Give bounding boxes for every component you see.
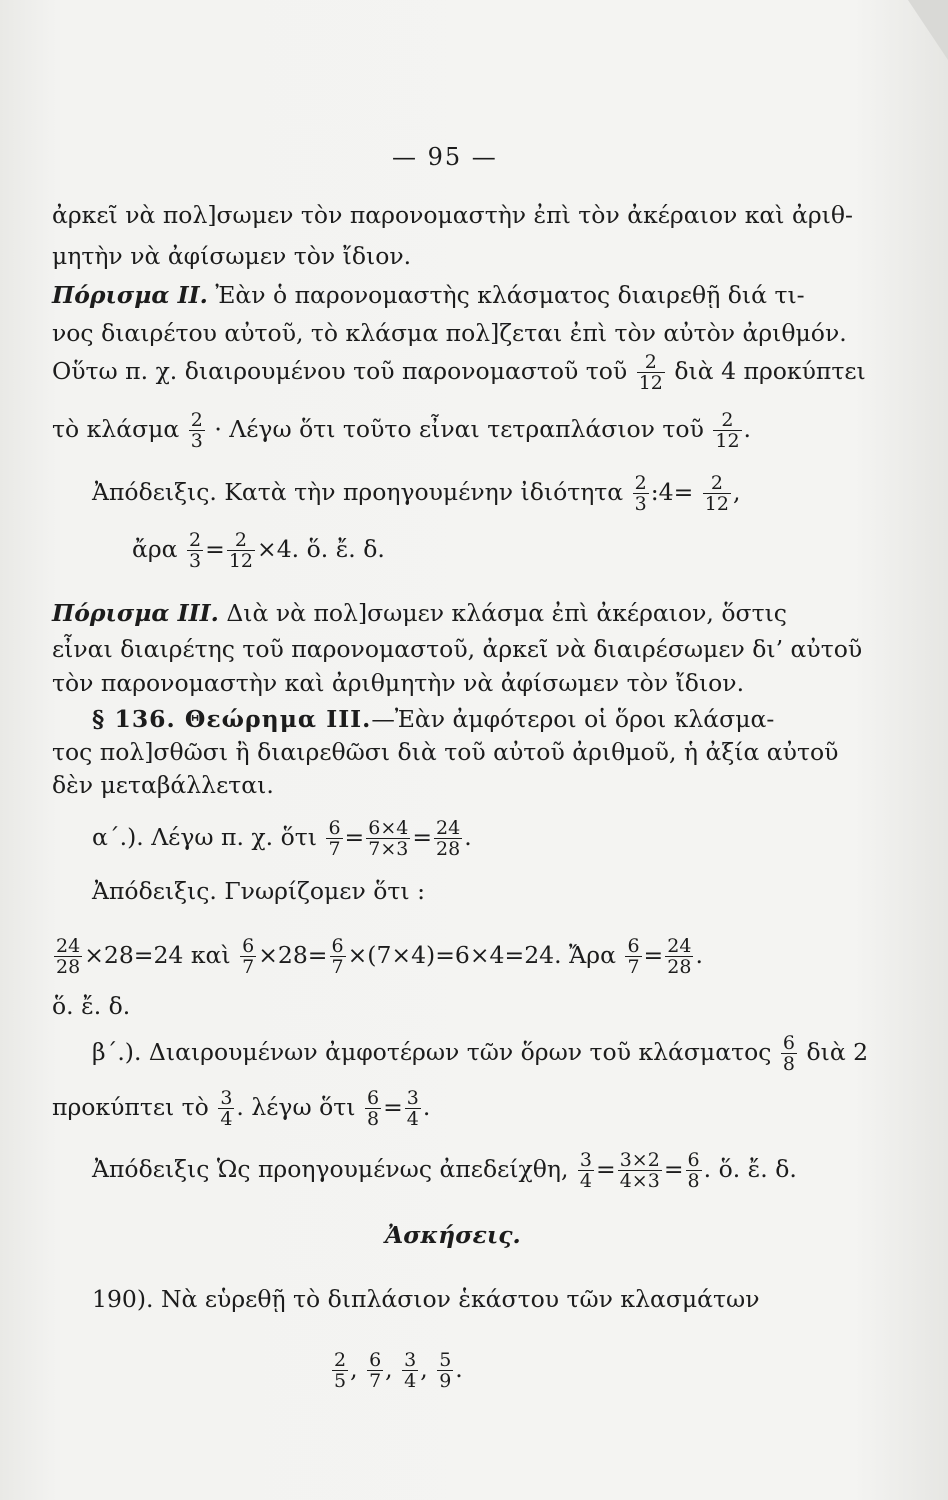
- text-fragment: =: [412, 823, 433, 851]
- page-corner: [908, 0, 948, 60]
- fraction-numerator: 6: [627, 935, 640, 957]
- text-fragment: .: [464, 823, 472, 851]
- fraction-numerator: 6: [328, 817, 341, 839]
- text-fragment: .: [422, 1093, 431, 1121]
- text-fragment: ,: [385, 1355, 393, 1383]
- fraction-denominator: 3: [634, 493, 647, 515]
- fraction-6-7: [330, 936, 346, 977]
- fraction-denominator: 4: [220, 1108, 233, 1130]
- text-fragment: :4=: [650, 478, 694, 506]
- fraction-numerator: 6×4: [368, 817, 409, 839]
- text-line-10: εἶναι διαιρέτης τοῦ παρονομαστοῦ, ἀρκεῖ νὰ διαιρέσωμεν δι’ αὐτοῦ: [52, 635, 863, 663]
- fraction-numerator: 2: [334, 1349, 347, 1371]
- text-fragment: ,: [420, 1355, 428, 1383]
- fraction-2-5: [332, 1350, 348, 1391]
- text-line-5: [52, 352, 866, 393]
- fraction-6-8: [365, 1088, 381, 1129]
- fraction-numerator: 2: [190, 409, 203, 431]
- fraction-numerator: 24: [56, 935, 81, 957]
- fraction-numerator: 3: [404, 1349, 417, 1371]
- fraction-6-7: [240, 936, 256, 977]
- fraction-denominator: 7: [331, 956, 344, 978]
- fraction-3-4: [405, 1088, 421, 1129]
- section-heading: § 136. Θεώρημα ΙΙΙ.: [92, 705, 372, 733]
- fraction-denominator: 3: [189, 550, 202, 572]
- fraction-denominator: 12: [638, 372, 663, 394]
- fraction-5-9: [437, 1350, 453, 1391]
- fraction-2-12: [703, 473, 731, 514]
- fraction-denominator: 12: [228, 550, 254, 572]
- fraction-numerator: 24: [667, 935, 692, 957]
- fraction-3-4: [402, 1350, 418, 1391]
- fraction-numerator: 6: [242, 935, 255, 957]
- text-fragment: ,: [732, 478, 741, 506]
- text-fragment: Οὕτω π. χ. διαιρουμένου τοῦ παρονομαστοῦ τοῦ: [52, 357, 628, 385]
- fraction-2-12: [713, 410, 741, 451]
- fraction-denominator: 28: [56, 956, 81, 978]
- fraction-2-3: [187, 530, 203, 571]
- fraction-2-3: [633, 473, 649, 514]
- fraction-denominator: 4: [404, 1370, 417, 1392]
- corollary-3-text: Διὰ νὰ πολ]σωμεν κλάσμα ἐπὶ ἀκέραιον, ὅστις: [218, 599, 787, 627]
- fraction-denominator: 7×3: [368, 838, 409, 860]
- theorem-3: [92, 704, 774, 734]
- text-line-13: τος πολ]σθῶσι ἢ διαιρεθῶσι διὰ τοῦ αὐτοῦ ἀριθμοῦ, ἡ ἀξία αὐτοῦ: [52, 738, 839, 766]
- text-fragment: =: [596, 1155, 616, 1183]
- text-fragment: .: [743, 415, 752, 443]
- text-line-14: δὲν μεταβάλλεται.: [52, 771, 274, 799]
- exercises-heading: Ἀσκήσεις.: [385, 1221, 521, 1249]
- corollary-2-label: Πόρισμα ΙΙ.: [52, 281, 208, 309]
- text-fragment: · Λέγω ὅτι τοῦτο εἶναι τετραπλάσιον τοῦ: [214, 415, 704, 443]
- text-fragment: τὸ κλάσμα: [52, 415, 180, 443]
- fraction-3-4: [578, 1150, 594, 1191]
- text-fragment: ×(7×4)=6×4=24. Ἄρα: [347, 941, 616, 969]
- fraction-numerator: 3×2: [619, 1149, 660, 1171]
- fraction-numerator: 2: [234, 529, 247, 551]
- fraction-numerator: 3: [579, 1149, 593, 1171]
- fraction-denominator: 4: [406, 1108, 419, 1130]
- fraction-denominator: 9: [439, 1370, 452, 1392]
- proof-line-2: [132, 530, 385, 571]
- text-fragment: .: [695, 941, 703, 969]
- text-line-11: τὸν παρονομαστὴν καὶ ἀριθμητὴν νὰ ἀφίσωμεν τὸν ἴδιον.: [52, 669, 745, 697]
- fraction-2-3: [189, 410, 205, 451]
- fraction-2-12: [227, 530, 255, 571]
- text-fragment: =: [205, 535, 225, 563]
- page-number: — 95 —: [392, 143, 498, 171]
- fraction-6-8: [686, 1150, 702, 1191]
- fraction-denominator: 7: [627, 956, 640, 978]
- text-fragment: . λέγω ὅτι: [236, 1093, 356, 1121]
- text-fragment: ,: [350, 1355, 358, 1383]
- fraction-24-28: [434, 818, 462, 859]
- text-fragment: ἄρα: [132, 535, 178, 563]
- fraction-numerator: 2: [644, 351, 657, 373]
- corollary-2-text: Ἐὰν ὁ παρονομαστὴς κλάσματος διαιρεθῇ διά τι-: [207, 281, 805, 309]
- fraction-6-7: [326, 818, 342, 859]
- text-fragment: β΄.). Διαιρουμένων ἀμφοτέρων τῶν ὅρων τοῦ κλάσματος: [92, 1038, 772, 1066]
- fraction-denominator: 8: [366, 1108, 380, 1130]
- text-fragment: α΄.). Λέγω π. χ. ὅτι: [92, 823, 317, 851]
- exercise-fractions: [330, 1350, 463, 1391]
- fraction-6x4-7x3: [366, 818, 410, 859]
- fraction-numerator: 24: [436, 817, 461, 839]
- theorem-text: —Ἐὰν ἀμφότεροι οἱ ὅροι κλάσμα-: [371, 705, 775, 733]
- qed-a: ὅ. ἔ. δ.: [52, 992, 131, 1020]
- fraction-3x2-4x3: [618, 1150, 662, 1191]
- example-a: [92, 818, 472, 859]
- text-line-4: νος διαιρέτου αὐτοῦ, τὸ κλάσμα πολ]ζεται ἐπὶ τὸν αὐτὸν ἀριθμόν.: [52, 319, 847, 347]
- fraction-numerator: 5: [439, 1349, 452, 1371]
- fraction-numerator: 6: [369, 1349, 382, 1371]
- fraction-denominator: 4: [579, 1170, 593, 1192]
- fraction-denominator: 5: [334, 1370, 347, 1392]
- fraction-numerator: 6: [331, 935, 344, 957]
- proof-line-1: [92, 473, 740, 514]
- example-b: [92, 1033, 868, 1074]
- text-fragment: =: [643, 941, 664, 969]
- text-fragment: Ἀπόδειξις. Κατὰ τὴν προηγουμένην ἰδιότητα: [92, 478, 624, 506]
- text-line-1: ἀρκεῖ νὰ πολ]σωμεν τὸν παρονομαστὴν ἐπὶ τὸν ἀκέραιον καὶ ἀριθ-: [52, 201, 853, 229]
- fraction-numerator: 3: [406, 1087, 419, 1109]
- fraction-denominator: 7: [328, 838, 341, 860]
- fraction-6-7: [625, 936, 641, 977]
- text-fragment: διὰ 4 προκύπτει: [674, 357, 866, 385]
- proof-a-equation: [52, 936, 703, 977]
- fraction-denominator: 12: [704, 493, 729, 515]
- fraction-denominator: 28: [436, 838, 461, 860]
- fraction-numerator: 6: [782, 1032, 795, 1054]
- fraction-numerator: 2: [189, 529, 202, 551]
- text-fragment: ×4. ὅ. ἔ. δ.: [257, 535, 385, 563]
- text-fragment: . ὅ. ἔ. δ.: [703, 1155, 797, 1183]
- fraction-3-4: [218, 1088, 234, 1129]
- fraction-denominator: 3: [190, 430, 203, 452]
- fraction-denominator: 12: [715, 430, 740, 452]
- proof-b: [92, 1150, 797, 1191]
- text-fragment: ×28=: [258, 941, 328, 969]
- text-fragment: διὰ 2: [806, 1038, 869, 1066]
- corollary-2: [52, 280, 805, 310]
- fraction-denominator: 7: [242, 956, 255, 978]
- text-line-6: [52, 410, 751, 451]
- fraction-24-28: [54, 936, 82, 977]
- fraction-24-28: [665, 936, 693, 977]
- text-fragment: =: [344, 823, 365, 851]
- proof-a-intro: Ἀπόδειξις. Γνωρίζομεν ὅτι :: [92, 877, 425, 905]
- text-fragment: .: [455, 1355, 463, 1383]
- text-fragment: =: [383, 1093, 403, 1121]
- corollary-3-label: Πόρισμα ΙΙΙ.: [52, 599, 219, 627]
- fraction-numerator: 2: [710, 472, 723, 494]
- fraction-numerator: 6: [366, 1087, 380, 1109]
- fraction-6-7: [367, 1350, 383, 1391]
- fraction-numerator: 2: [721, 409, 734, 431]
- fraction-numerator: 6: [687, 1149, 700, 1171]
- fraction-numerator: 2: [634, 472, 647, 494]
- fraction-6-8: [781, 1033, 797, 1074]
- text-line-2: μητὴν νὰ ἀφίσωμεν τὸν ἴδιον.: [52, 242, 412, 270]
- fraction-denominator: 28: [667, 956, 692, 978]
- fraction-2-12: [637, 352, 665, 393]
- text-fragment: =: [663, 1155, 684, 1183]
- exercise-190: 190). Νὰ εὑρεθῇ τὸ διπλάσιον ἑκάστου τῶν κλασμάτων: [92, 1285, 760, 1313]
- text-fragment: Ἀπόδειξις Ὡς προηγουμένως ἀπεδείχθη,: [92, 1155, 569, 1183]
- text-fragment: ×28=24 καὶ: [84, 941, 231, 969]
- fraction-denominator: 8: [782, 1053, 795, 1075]
- fraction-denominator: 8: [687, 1170, 700, 1192]
- fraction-denominator: 4×3: [619, 1170, 660, 1192]
- fraction-denominator: 7: [369, 1370, 382, 1392]
- text-fragment: προκύπτει τὸ: [52, 1093, 209, 1121]
- fraction-numerator: 3: [220, 1087, 233, 1109]
- example-b-cont: [52, 1088, 430, 1129]
- corollary-3: [52, 598, 787, 628]
